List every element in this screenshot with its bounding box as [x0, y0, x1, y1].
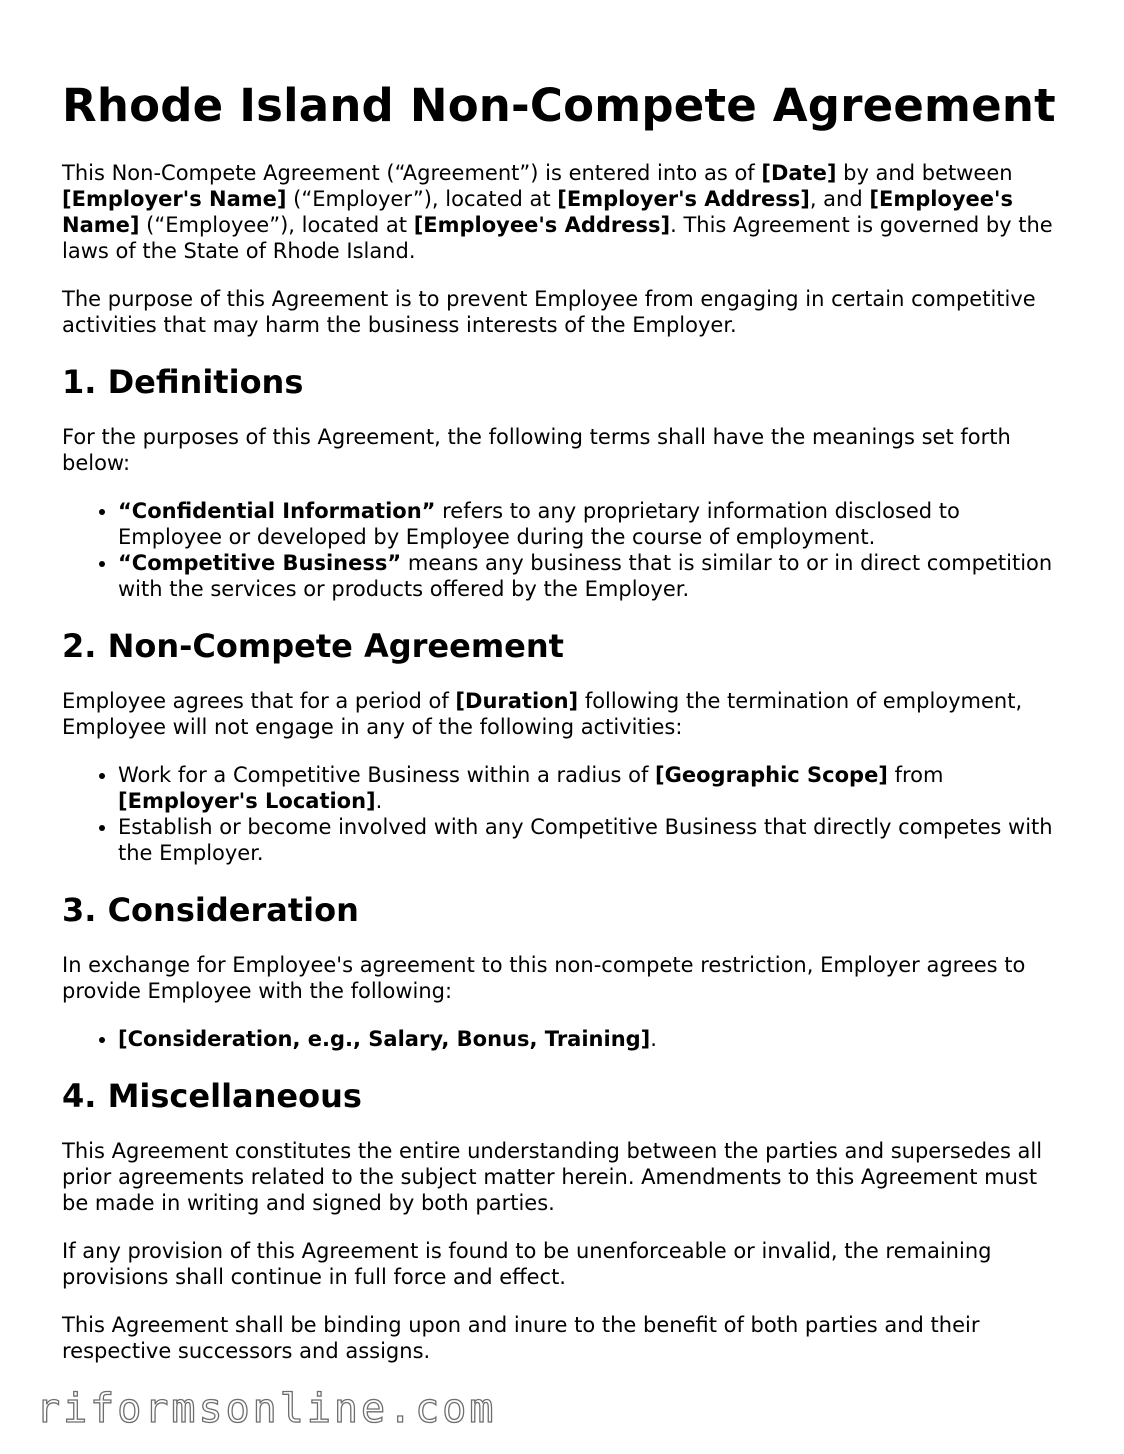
watermark: riformsonline.com: [36, 1386, 497, 1432]
section-heading-non-compete: 2. Non-Compete Agreement: [62, 627, 564, 665]
intro-text: by and between: [836, 161, 1013, 185]
employer-name-placeholder: [Employer's Name]: [62, 187, 287, 211]
purpose-paragraph: The purpose of this Agreement is to prevent Employee from engaging in certain competitive activities that may harm the business interests of the Employer.: [62, 287, 1036, 337]
employer-address-placeholder: [Employer's Address]: [557, 187, 810, 211]
consideration-placeholder: [Consideration, e.g., Salary, Bonus, Training]: [118, 1027, 651, 1051]
consideration-end: .: [650, 1027, 657, 1051]
list-item: [118, 498, 1062, 550]
list-item: • Establish or become involved with any Competitive Business that directly competes with the Employer.: [118, 814, 1062, 866]
misc-paragraph-3: This Agreement shall be binding upon and inure to the benefit of both parties and their respective successors and assigns.: [62, 1313, 980, 1363]
date-placeholder: [Date]: [761, 161, 837, 185]
list-item: [118, 1026, 1062, 1052]
definitions-lead: For the purposes of this Agreement, the following terms shall have the meanings set forth below:: [62, 425, 1011, 475]
geographic-scope-placeholder: [Geographic Scope]: [655, 763, 888, 787]
employee-address-placeholder: [Employee's Address]: [413, 213, 671, 237]
misc-paragraph-2: If any provision of this Agreement is found to be unenforceable or invalid, the remaining provisions shall continue in full force and effect.: [62, 1239, 992, 1289]
lead-text: following the termination of employment, Employee will not engage in any of the following activities:: [62, 689, 1023, 739]
definition-term: “Confidential Information”: [118, 499, 436, 523]
definition-text: means any business that is similar to or in direct competition with the services or products offered by the Employer.: [118, 551, 1053, 601]
consideration-list: [62, 1026, 1062, 1052]
consideration-lead: In exchange for Employee's agreement to this non-compete restriction, Employer agrees to provide Employee with the following:: [62, 953, 1026, 1003]
intro-paragraph: [62, 160, 1062, 264]
definition-term: “Competitive Business”: [118, 551, 402, 575]
intro-text: . This Agreement is governed by the laws of the State of Rhode Island.: [62, 213, 1053, 263]
intro-text: , and: [809, 187, 870, 211]
intro-text: (“Employee”), located at: [139, 213, 414, 237]
activity-text: from: [887, 763, 944, 787]
definitions-list: [62, 498, 1062, 602]
employee-name-placeholder: [Employee's Name]: [62, 187, 1013, 237]
list-item: [118, 762, 1062, 814]
list-item: [118, 550, 1062, 602]
intro-text: (“Employer”), located at: [286, 187, 558, 211]
document: [62, 78, 1062, 1386]
section-heading-definitions: 1. Definitions: [62, 363, 304, 401]
misc-paragraph-1: This Agreement constitutes the entire understanding between the parties and supersedes all prior agreements related to the subject matter herein. Amendments to this Agreement must be made in writing and signed by both parties.: [62, 1139, 1043, 1215]
section-heading-consideration: 3. Consideration: [62, 891, 359, 929]
activities-list: [62, 762, 1062, 866]
employer-location-placeholder: [Employer's Location]: [118, 789, 376, 813]
duration-placeholder: [Duration]: [455, 689, 579, 713]
activity-text: .: [375, 789, 383, 813]
non-compete-lead: [62, 688, 1062, 740]
section-heading-miscellaneous: 4. Miscellaneous: [62, 1077, 362, 1115]
activity-text: Work for a Competitive Business within a radius of: [118, 763, 656, 787]
lead-text: Employee agrees that for a period of: [62, 689, 456, 713]
document-title: Rhode Island Non-Compete Agreement: [62, 79, 1056, 132]
definition-text: refers to any proprietary information disclosed to Employee or developed by Employee during the course of employment.: [118, 499, 960, 549]
intro-text: This Non-Compete Agreement (“Agreement”) is entered into as of: [62, 161, 762, 185]
